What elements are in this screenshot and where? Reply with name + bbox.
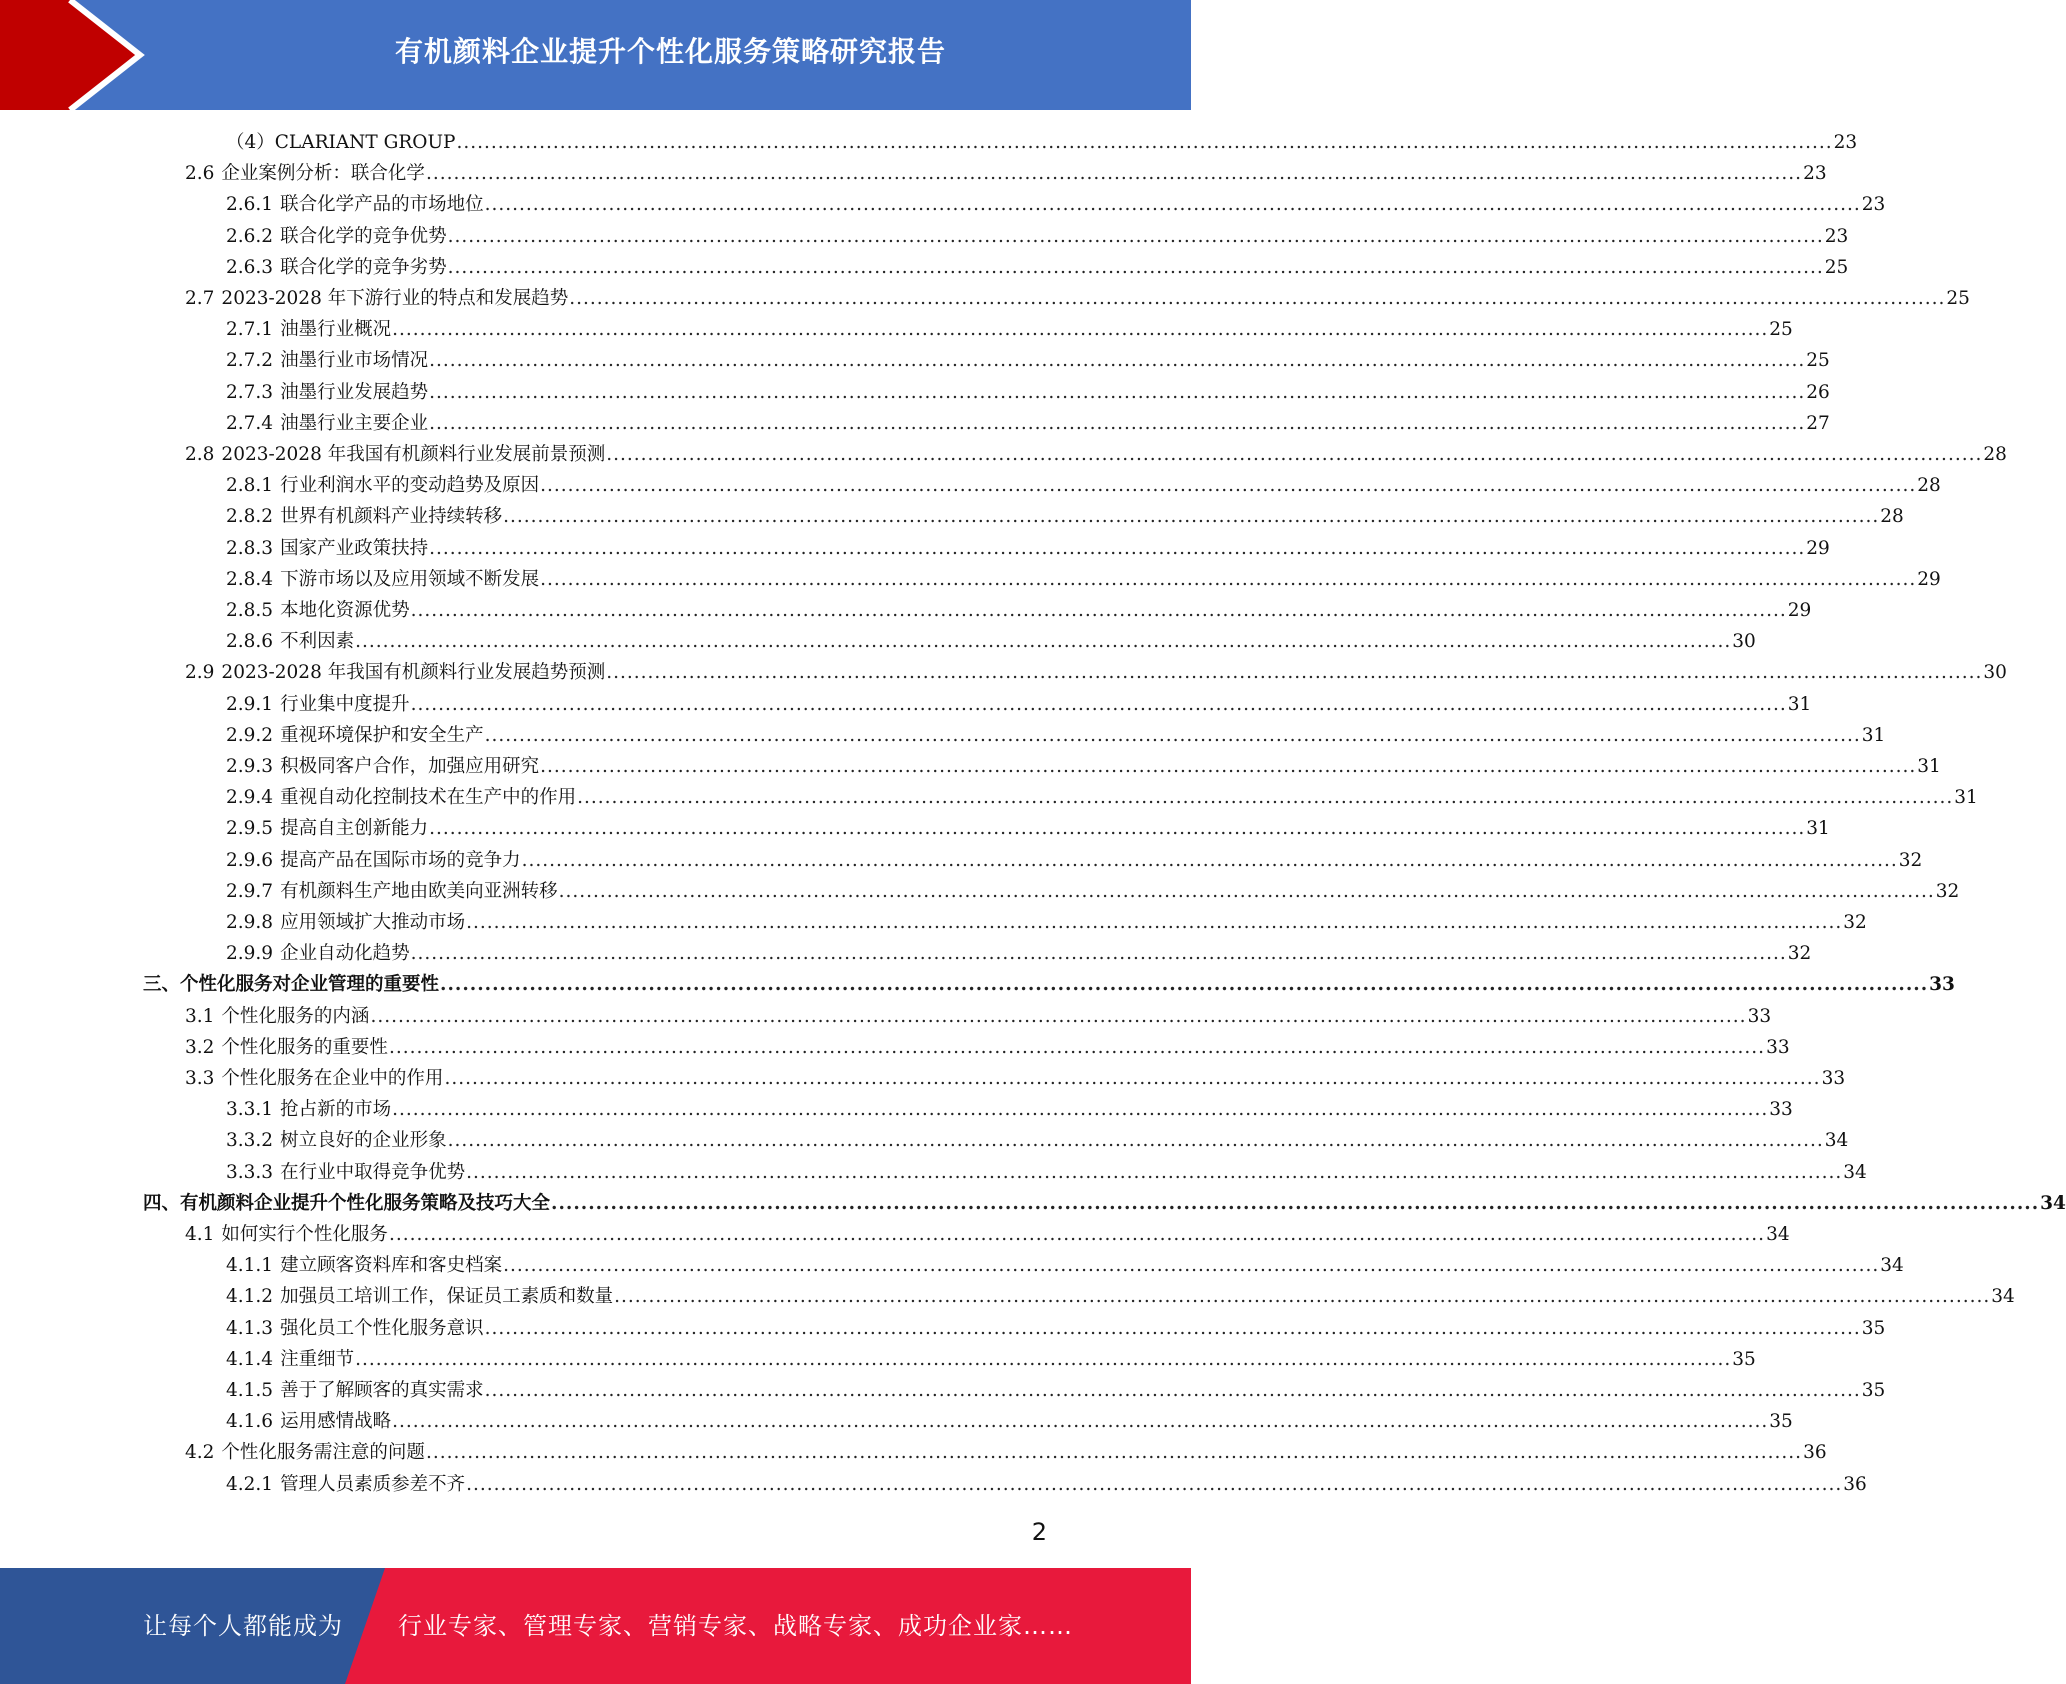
toc-dot-leader: ........................................................................................................................................................................................................ (466, 1162, 1843, 1183)
toc-entry-page: 33 (1747, 1006, 1772, 1027)
toc-entry-title: 油墨行业概况 (280, 319, 392, 340)
toc-entry-number: 2.8.4 (226, 569, 274, 590)
toc-entry-number: 2.7.2 (226, 350, 274, 371)
toc-entry-page: 33 (1821, 1068, 1846, 1089)
toc-entry-title: 2023-2028 年我国有机颜料行业发展趋势预测 (221, 662, 606, 683)
toc-dot-leader: ........................................................................................................................................................................................................ (503, 1255, 1880, 1276)
toc-entry[interactable] (185, 1032, 1790, 1063)
toc-entry-page: 23 (1824, 226, 1849, 247)
toc-dot-leader: ........................................................................................................................................................................................................ (466, 1474, 1843, 1495)
toc-entry-number: 2.7.1 (226, 319, 274, 340)
toc-entry-page: 34 (2040, 1193, 2066, 1214)
toc-dot-leader: ........................................................................................................................................................................................................ (388, 1224, 1766, 1245)
toc-entry[interactable] (185, 1437, 1827, 1468)
toc-entry-page: 33 (1769, 1099, 1793, 1120)
toc-entry-page: 32 (1935, 881, 1960, 902)
toc-entry[interactable] (226, 1281, 2015, 1312)
toc-entry-number: 2.6 (185, 163, 215, 184)
toc-entry-page: 34 (1991, 1286, 2015, 1307)
toc-dot-leader: ........................................................................................................................................................................................................ (551, 1193, 2040, 1214)
toc-entry-number: 2.9.8 (226, 912, 274, 933)
toc-entry-number: 四、 (143, 1193, 181, 1214)
toc-entry-page: 36 (1803, 1442, 1827, 1463)
toc-entry-title: 重视自动化控制技术在生产中的作用 (280, 787, 577, 808)
toc-entry-number: （4） (226, 132, 275, 153)
toc-entry-page: 25 (1946, 288, 1970, 309)
toc-entry[interactable] (226, 876, 1960, 907)
toc-entry-number: 2.8.3 (226, 538, 274, 559)
toc-entry-number: 3.3.3 (226, 1162, 274, 1183)
toc-entry-title: 国家产业政策扶持 (280, 538, 429, 559)
toc-dot-leader: ........................................................................................................................................................................................................ (558, 881, 1935, 902)
toc-entry-title: 强化员工个性化服务意识 (280, 1318, 484, 1339)
toc-entry-page: 31 (1806, 818, 1830, 839)
toc-dot-leader: ........................................................................................................................................................................................................ (521, 850, 1898, 871)
toc-dot-leader: ........................................................................................................................................................................................................ (425, 1442, 1803, 1463)
toc-entry-number: 2.8 (185, 444, 215, 465)
toc-entry-number: 3.2 (185, 1037, 215, 1058)
toc-entry[interactable] (185, 657, 2007, 688)
toc-entry[interactable] (226, 689, 1812, 720)
toc-entry-page: 25 (1824, 257, 1849, 278)
toc-entry-number: 2.9 (185, 662, 215, 683)
toc-entry[interactable] (226, 1157, 1867, 1188)
toc-entry[interactable] (226, 720, 1886, 751)
toc-dot-leader: ........................................................................................................................................................................................................ (429, 350, 1806, 371)
toc-entry-number: 2.9.6 (226, 850, 274, 871)
toc-entry-page: 34 (1824, 1130, 1849, 1151)
toc-entry-number: 2.9.1 (226, 694, 274, 715)
toc-entry-title: 建立顾客资料库和客史档案 (280, 1255, 503, 1276)
toc-entry[interactable] (226, 1125, 1849, 1156)
toc-entry-number: 2.9.5 (226, 818, 274, 839)
toc-entry-title: 不利因素 (280, 631, 355, 652)
toc-entry-title: 个性化服务的重要性 (221, 1037, 388, 1058)
toc-entry-title: 企业案例分析：联合化学 (221, 163, 425, 184)
toc-entry-number: 3.3.2 (226, 1130, 274, 1151)
toc-entry[interactable] (226, 813, 1830, 844)
toc-entry-title: 运用感情战略 (280, 1411, 392, 1432)
toc-entry-number: 4.1.5 (226, 1380, 274, 1401)
toc-dot-leader: ........................................................................................................................................................................................................ (447, 257, 1824, 278)
toc-entry-page: 29 (1787, 600, 1812, 621)
toc-dot-leader: ........................................................................................................................................................................................................ (392, 319, 1769, 340)
toc-entry-page: 31 (1917, 756, 1941, 777)
toc-entry[interactable] (226, 189, 1886, 220)
toc-entry-title: 本地化资源优势 (280, 600, 410, 621)
toc-entry[interactable] (185, 1001, 1772, 1032)
toc-entry-number: 2.6.2 (226, 226, 274, 247)
toc-entry-title: 个性化服务需注意的问题 (221, 1442, 425, 1463)
toc-entry-number: 2.6.3 (226, 257, 274, 278)
toc-entry[interactable] (226, 1250, 1904, 1281)
toc-dot-leader: ........................................................................................................................................................................................................ (484, 1380, 1861, 1401)
toc-entry-title: 如何实行个性化服务 (221, 1224, 388, 1245)
toc-entry[interactable] (226, 221, 1849, 252)
toc-entry[interactable] (226, 252, 1849, 283)
toc-entry-page: 29 (1806, 538, 1830, 559)
toc-entry-number: 2.8.5 (226, 600, 274, 621)
toc-entry-title: 有机颜料企业提升个性化服务策略及技巧大全 (180, 1193, 551, 1214)
toc-entry-page: 29 (1917, 569, 1941, 590)
toc-entry-title: 提高产品在国际市场的竞争力 (280, 850, 521, 871)
footer-slogan-right: 行业专家、管理专家、营销专家、战略专家、成功企业家…… (398, 1612, 1073, 1640)
toc-entry-title: 2023-2028 年我国有机颜料行业发展前景预测 (221, 444, 606, 465)
toc-dot-leader: ........................................................................................................................................................................................................ (606, 662, 1983, 683)
toc-entry[interactable] (185, 1219, 1790, 1250)
toc-entry-title: 联合化学产品的市场地位 (280, 194, 484, 215)
toc-entry-page: 23 (1803, 163, 1827, 184)
toc-entry-title: 下游市场以及应用领域不断发展 (280, 569, 540, 590)
toc-entry-number: 3.3.1 (226, 1099, 274, 1120)
toc-entry[interactable] (185, 283, 1970, 314)
toc-entry-page: 34 (1843, 1162, 1867, 1183)
toc-entry-page: 33 (1766, 1037, 1790, 1058)
toc-entry-title: 个性化服务的内涵 (221, 1006, 370, 1027)
footer-slogan-left: 让每个人都能成为 (143, 1612, 343, 1640)
toc-entry-page: 35 (1861, 1318, 1886, 1339)
toc-entry-number: 2.7 (185, 288, 215, 309)
toc-entry-number: 2.8.1 (226, 475, 274, 496)
toc-dot-leader: ........................................................................................................................................................................................................ (429, 818, 1806, 839)
toc-entry[interactable] (226, 1469, 1867, 1500)
toc-entry[interactable] (226, 408, 1830, 439)
toc-entry-number: 2.8.2 (226, 506, 274, 527)
toc-entry-page: 23 (1861, 194, 1886, 215)
toc-entry-number: 4.1.3 (226, 1318, 274, 1339)
toc-entry-page: 23 (1833, 132, 1858, 153)
toc-entry-title: 油墨行业市场情况 (280, 350, 429, 371)
toc-entry[interactable] (226, 1313, 1886, 1344)
toc-entry-title: 2023-2028 年下游行业的特点和发展趋势 (221, 288, 569, 309)
toc-dot-leader: ........................................................................................................................................................................................................ (429, 413, 1806, 434)
toc-entry[interactable] (143, 969, 1955, 1000)
toc-dot-leader: ........................................................................................................................................................................................................ (370, 1006, 1747, 1027)
toc-entry[interactable] (226, 782, 1978, 813)
toc-entry[interactable] (226, 1094, 1793, 1125)
toc-entry-number: 4.2 (185, 1442, 215, 1463)
toc-dot-leader: ........................................................................................................................................................................................................ (392, 1411, 1769, 1432)
toc-entry-page: 25 (1769, 319, 1793, 340)
toc-entry[interactable] (226, 1344, 1756, 1375)
toc-entry-page: 36 (1843, 1474, 1867, 1495)
toc-entry-title: 世界有机颜料产业持续转移 (280, 506, 503, 527)
toc-dot-leader: ........................................................................................................................................................................................................ (444, 1068, 1821, 1089)
toc-dot-leader: ........................................................................................................................................................................................................ (410, 694, 1787, 715)
toc-entry-number: 三、 (143, 974, 181, 995)
toc-entry-number: 3.3 (185, 1068, 215, 1089)
toc-entry-title: 个性化服务对企业管理的重要性 (180, 974, 440, 995)
toc-entry-number: 2.9.7 (226, 881, 274, 902)
toc-entry-title: 加强员工培训工作，保证员工素质和数量 (280, 1286, 614, 1307)
toc-dot-leader: ........................................................................................................................................................................................................ (429, 538, 1806, 559)
toc-entry[interactable] (226, 626, 1756, 657)
page-number: 2 (1031, 1518, 1047, 1546)
toc-dot-leader: ........................................................................................................................................................................................................ (392, 1099, 1769, 1120)
toc-dot-leader: ........................................................................................................................................................................................................ (540, 569, 1917, 590)
toc-entry-number: 2.9.3 (226, 756, 274, 777)
toc-dot-leader: ........................................................................................................................................................................................................ (355, 631, 1732, 652)
toc-entry[interactable] (226, 314, 1793, 345)
toc-dot-leader: ........................................................................................................................................................................................................ (410, 600, 1787, 621)
toc-entry[interactable] (185, 439, 2007, 470)
toc-entry-title: 联合化学的竞争劣势 (280, 257, 447, 278)
toc-dot-leader: ........................................................................................................................................................................................................ (540, 475, 1917, 496)
toc-entry-page: 31 (1861, 725, 1886, 746)
toc-entry-number: 4.2.1 (226, 1474, 274, 1495)
toc-entry[interactable] (226, 377, 1830, 408)
toc-dot-leader: ........................................................................................................................................................................................................ (425, 163, 1803, 184)
toc-entry[interactable] (226, 127, 1858, 158)
toc-entry-title: 善于了解顾客的真实需求 (280, 1380, 484, 1401)
toc-entry[interactable] (226, 845, 1923, 876)
toc-dot-leader: ........................................................................................................................................................................................................ (577, 787, 1954, 808)
toc-entry-number: 4.1.4 (226, 1349, 274, 1370)
toc-entry-page: 25 (1806, 350, 1830, 371)
toc-entry-number: 2.7.3 (226, 382, 274, 403)
toc-entry-number: 2.9.2 (226, 725, 274, 746)
toc-entry-title: 在行业中取得竞争优势 (280, 1162, 466, 1183)
toc-dot-leader: ........................................................................................................................................................................................................ (540, 756, 1917, 777)
toc-entry-page: 32 (1898, 850, 1923, 871)
toc-dot-leader: ........................................................................................................................................................................................................ (614, 1286, 1991, 1307)
toc-dot-leader: ........................................................................................................................................................................................................ (440, 974, 1929, 995)
toc-entry[interactable] (226, 1406, 1793, 1437)
toc-entry-page: 28 (1880, 506, 1904, 527)
toc-entry[interactable] (226, 751, 1941, 782)
report-title: 有机颜料企业提升个性化服务策略研究报告 (394, 35, 946, 68)
toc-entry-title: 重视环境保护和安全生产 (280, 725, 484, 746)
toc-dot-leader: ........................................................................................................................................................................................................ (503, 506, 1880, 527)
toc-entry[interactable] (185, 1063, 1846, 1094)
toc-entry-title: 企业自动化趋势 (280, 943, 410, 964)
toc-entry-page: 31 (1954, 787, 1978, 808)
toc-entry[interactable] (226, 533, 1830, 564)
toc-dot-leader: ........................................................................................................................................................................................................ (355, 1349, 1732, 1370)
toc-entry-page: 33 (1929, 974, 1955, 995)
toc-entry-number: 3.1 (185, 1006, 215, 1027)
toc-entry-title: CLARIANT GROUP (274, 132, 456, 153)
toc-entry-title: 注重细节 (280, 1349, 355, 1370)
toc-entry-title: 积极同客户合作，加强应用研究 (280, 756, 540, 777)
toc-dot-leader: ........................................................................................................................................................................................................ (447, 1130, 1824, 1151)
toc-dot-leader: ........................................................................................................................................................................................................ (410, 943, 1787, 964)
toc-entry-page: 28 (1983, 444, 2007, 465)
toc-entry-title: 树立良好的企业形象 (280, 1130, 447, 1151)
toc-entry-number: 4.1 (185, 1224, 215, 1245)
toc-entry-page: 28 (1917, 475, 1941, 496)
toc-entry-number: 4.1.2 (226, 1286, 274, 1307)
toc-entry[interactable] (226, 1375, 1886, 1406)
toc-dot-leader: ........................................................................................................................................................................................................ (429, 382, 1806, 403)
toc-dot-leader: ........................................................................................................................................................................................................ (484, 194, 1861, 215)
toc-entry-number: 2.7.4 (226, 413, 274, 434)
toc-dot-leader: ........................................................................................................................................................................................................ (388, 1037, 1766, 1058)
toc-entry-page: 34 (1766, 1224, 1790, 1245)
toc-dot-leader: ........................................................................................................................................................................................................ (447, 226, 1824, 247)
toc-entry[interactable] (226, 564, 1941, 595)
toc-entry[interactable] (143, 1188, 2066, 1219)
toc-entry-number: 2.9.4 (226, 787, 274, 808)
toc-dot-leader: ........................................................................................................................................................................................................ (484, 725, 1861, 746)
toc-entry-page: 32 (1787, 943, 1812, 964)
toc-entry-page: 30 (1983, 662, 2007, 683)
toc-entry-title: 行业利润水平的变动趋势及原因 (280, 475, 540, 496)
toc-entry-page: 35 (1861, 1380, 1886, 1401)
toc-entry-page: 30 (1732, 631, 1756, 652)
toc-entry-number: 2.8.6 (226, 631, 274, 652)
toc-dot-leader: ........................................................................................................................................................................................................ (466, 912, 1843, 933)
toc-entry-page: 34 (1880, 1255, 1904, 1276)
toc-entry-title: 提高自主创新能力 (280, 818, 429, 839)
toc-entry[interactable] (226, 501, 1904, 532)
toc-entry-number: 2.6.1 (226, 194, 274, 215)
toc-dot-leader: ........................................................................................................................................................................................................ (456, 132, 1833, 153)
toc-entry-page: 32 (1843, 912, 1867, 933)
toc-entry[interactable] (226, 907, 1867, 938)
toc-entry-title: 抢占新的市场 (280, 1099, 392, 1120)
toc-entry[interactable] (226, 470, 1941, 501)
toc-entry-title: 应用领域扩大推动市场 (280, 912, 466, 933)
toc-entry-title: 管理人员素质参差不齐 (280, 1474, 466, 1495)
toc-dot-leader: ........................................................................................................................................................................................................ (569, 288, 1946, 309)
toc-dot-leader: ........................................................................................................................................................................................................ (606, 444, 1983, 465)
toc-entry-page: 35 (1732, 1349, 1756, 1370)
toc-entry-number: 2.9.9 (226, 943, 274, 964)
toc-entry-title: 个性化服务在企业中的作用 (221, 1068, 444, 1089)
toc-entry-title: 油墨行业主要企业 (280, 413, 429, 434)
toc-dot-leader: ........................................................................................................................................................................................................ (484, 1318, 1861, 1339)
toc-entry[interactable] (185, 158, 1827, 189)
toc-entry-title: 有机颜料生产地由欧美向亚洲转移 (280, 881, 558, 902)
toc-entry-title: 联合化学的竞争优势 (280, 226, 447, 247)
toc-entry-page: 27 (1806, 413, 1830, 434)
toc-entry-page: 35 (1769, 1411, 1793, 1432)
toc-entry-page: 31 (1787, 694, 1812, 715)
page-header (0, 0, 1191, 110)
page-footer (0, 1568, 1191, 1684)
toc-entry-number: 4.1.6 (226, 1411, 274, 1432)
toc-entry-title: 行业集中度提升 (280, 694, 410, 715)
toc-entry[interactable] (226, 345, 1830, 376)
toc-entry[interactable] (226, 938, 1812, 969)
toc-entry-title: 油墨行业发展趋势 (280, 382, 429, 403)
toc-entry-number: 4.1.1 (226, 1255, 274, 1276)
toc-entry[interactable] (226, 595, 1812, 626)
toc-entry-page: 26 (1806, 382, 1830, 403)
